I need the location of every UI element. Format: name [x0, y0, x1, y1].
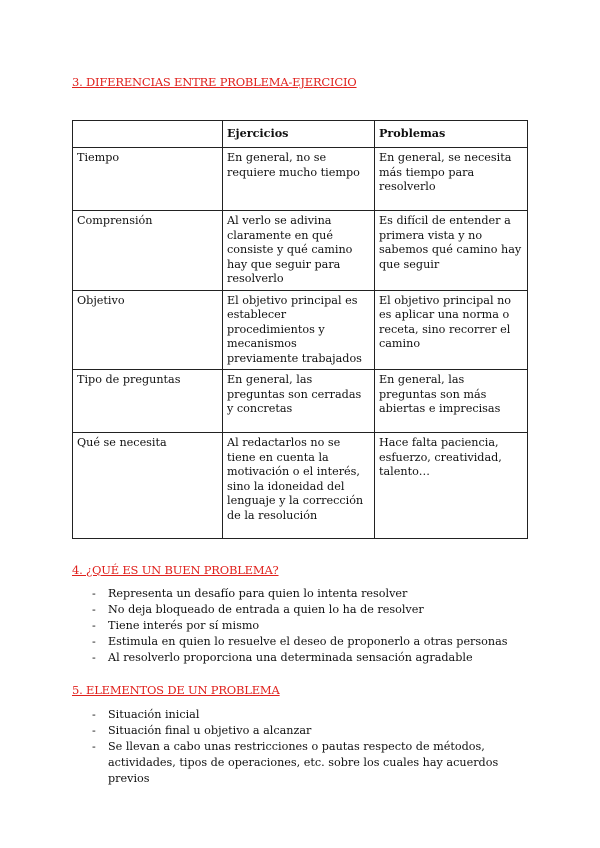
- bullet-dash: -: [92, 740, 96, 753]
- problem-cell: En general, se necesita más tiempo para resolverlo: [375, 148, 528, 211]
- row-label-cell: Objetivo: [73, 290, 223, 370]
- table-header-cell: Problemas: [375, 121, 528, 148]
- list-item-text: Situación final u objetivo a alcanzar: [108, 724, 312, 737]
- problem-cell: Es difícil de entender a primera vista y no sabemos qué camino hay que seguir: [375, 211, 528, 291]
- exercise-cell: En general, no se requiere mucho tiempo: [223, 148, 375, 211]
- problem-cell: En general, las preguntas son más abiertas e imprecisas: [375, 370, 528, 433]
- list-item: [92, 618, 537, 634]
- list-item: [92, 634, 537, 650]
- table-row: [73, 433, 528, 539]
- list-item-text: No deja bloqueado de entrada a quien lo ha de resolver: [108, 603, 424, 616]
- good-problem-list: [92, 586, 537, 666]
- list-item-text: Situación inicial: [108, 708, 200, 721]
- row-label-cell: Qué se necesita: [73, 433, 223, 539]
- row-label-cell: Tiempo: [73, 148, 223, 211]
- bullet-dash: -: [92, 603, 96, 616]
- row-label-cell: Comprensión: [73, 211, 223, 291]
- exercise-cell: En general, las preguntas son cerradas y concretas: [223, 370, 375, 433]
- section-5-title: 5. ELEMENTOS DE UN PROBLEMA: [72, 683, 280, 697]
- bullet-dash: -: [92, 708, 96, 721]
- list-item: [92, 707, 537, 723]
- section-4-title: 4. ¿QUÉ ES UN BUEN PROBLEMA?: [72, 563, 279, 577]
- table-header-cell: Ejercicios: [223, 121, 375, 148]
- problem-elements-list: [92, 707, 537, 787]
- exercise-cell: Al verlo se adivina claramente en qué consiste y qué camino hay que seguir para resolverlo: [223, 211, 375, 291]
- table-row: [73, 370, 528, 433]
- list-item: [92, 586, 537, 602]
- table-row: [73, 211, 528, 291]
- bullet-dash: -: [92, 619, 96, 632]
- bullet-dash: -: [92, 651, 96, 664]
- table-header-cell: [73, 121, 223, 148]
- list-item: [92, 723, 537, 739]
- table-header-row: [73, 121, 528, 148]
- list-item: [92, 650, 537, 666]
- list-item-text: Representa un desafío para quien lo intenta resolver: [108, 587, 408, 600]
- table-row: [73, 290, 528, 370]
- exercise-cell: El objetivo principal es establecer procedimientos y mecanismos previamente trabajados: [223, 290, 375, 370]
- comparison-table: [72, 120, 528, 539]
- list-item-text: Tiene interés por sí mismo: [108, 619, 260, 632]
- bullet-dash: -: [92, 587, 96, 600]
- row-label-cell: Tipo de preguntas: [73, 370, 223, 433]
- list-item-text: Se llevan a cabo unas restricciones o pautas respecto de métodos, actividades, tipos de operaciones, etc. sobre los cuales hay acuerdos previos: [108, 740, 499, 785]
- problem-cell: El objetivo principal no es aplicar una norma o receta, sino recorrer el camino: [375, 290, 528, 370]
- list-item: [92, 739, 537, 787]
- exercise-cell: Al redactarlos no se tiene en cuenta la motivación o el interés, sino la idoneidad del lenguaje y la corrección de la resolución: [223, 433, 375, 539]
- table-row: [73, 148, 528, 211]
- section-3-title: 3. DIFERENCIAS ENTRE PROBLEMA-EJERCICIO: [72, 75, 357, 89]
- list-item-text: Al resolverlo proporciona una determinada sensación agradable: [108, 651, 473, 664]
- bullet-dash: -: [92, 635, 96, 648]
- list-item-text: Estimula en quien lo resuelve el deseo de proponerlo a otras personas: [108, 635, 508, 648]
- problem-cell: Hace falta paciencia, esfuerzo, creatividad, talento…: [375, 433, 528, 539]
- bullet-dash: -: [92, 724, 96, 737]
- list-item: [92, 602, 537, 618]
